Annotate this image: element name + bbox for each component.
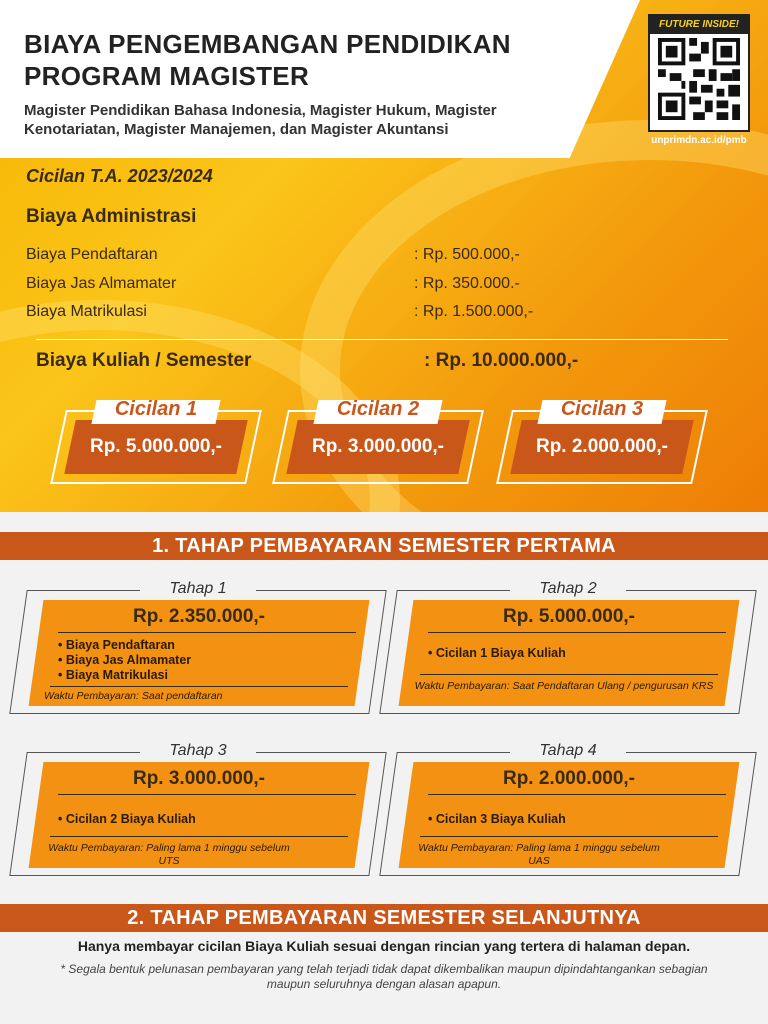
programs-subtitle: Magister Pendidikan Bahasa Indonesia, Magister Hukum, Magister Kenotariatan, Magister Manajemen, dan Magister Akuntansi: [24, 102, 497, 138]
qr-code-icon: [658, 38, 740, 120]
payment-time: Waktu Pembayaran: Paling lama 1 minggu sebelum UAS: [418, 842, 660, 867]
title-line-2: PROGRAM MAGISTER: [24, 61, 310, 91]
installment-card-2: [280, 398, 476, 484]
stage-card-2: [380, 582, 756, 716]
stage-items: [428, 646, 566, 661]
qr-code-box[interactable]: [648, 14, 750, 132]
pmb-url[interactable]: unprimdn.ac.id/pmb: [651, 135, 747, 146]
section-2-title: 2. TAHAP PEMBAYARAN SEMESTER SELANJUTNYA: [0, 904, 768, 932]
payment-time: Waktu Pembayaran: Paling lama 1 minggu sebelum UTS: [48, 842, 290, 867]
fee-value: : Rp. 1.500.000,-: [414, 303, 534, 320]
divider: [58, 794, 356, 795]
divider: [50, 836, 348, 837]
stage-card-1: [10, 582, 386, 716]
title-line-1: BIAYA PENGEMBANGAN PENDIDIKAN: [24, 29, 511, 59]
stage-label: Tahap 3: [169, 742, 227, 759]
installment-label: Cicilan 2: [336, 398, 420, 420]
qr-tag: FUTURE INSIDE!: [650, 16, 748, 34]
footer-note: Hanya membayar cicilan Biaya Kuliah sesuai dengan rincian yang tertera di halaman depan.: [77, 938, 691, 954]
divider: [50, 686, 348, 687]
tuition-label: Biaya Kuliah / Semester: [36, 350, 252, 371]
stage-items: [58, 812, 196, 827]
page-title: [24, 28, 511, 92]
installment-label: Cicilan 3: [560, 398, 644, 420]
tuition-value: : Rp. 10.000.000,-: [424, 350, 579, 371]
payment-time: Waktu Pembayaran: Saat Pendaftaran Ulang / pengurusan KRS: [414, 680, 714, 692]
payment-time: Waktu Pembayaran: Saat pendaftaran: [44, 690, 223, 702]
stage-amount: Rp. 5.000.000,-: [502, 606, 636, 627]
installment-label: Cicilan 1: [114, 398, 198, 420]
stage-items: [58, 638, 191, 683]
stage-items: [428, 812, 566, 827]
fee-value: : Rp. 350.000.-: [414, 275, 520, 292]
divider: [420, 836, 718, 837]
installment-amount: Rp. 3.000.000,-: [311, 436, 445, 457]
divider: [428, 794, 726, 795]
installment-card-1: [58, 398, 254, 484]
stage-card-4: [380, 744, 756, 878]
divider: [420, 674, 718, 675]
stage-item: • Cicilan 1 Biaya Kuliah: [428, 646, 566, 660]
period-label: Cicilan T.A. 2023/2024: [26, 166, 213, 186]
stage-label: Tahap 4: [539, 742, 597, 759]
stage-label: Tahap 2: [539, 580, 597, 597]
stage-amount: Rp. 2.000.000,-: [502, 768, 636, 789]
stage-item: • Biaya Pendaftaran: [58, 638, 175, 652]
divider: [428, 632, 726, 633]
admin-fee-title: Biaya Administrasi: [26, 206, 197, 227]
fee-label: Biaya Pendaftaran: [26, 246, 158, 263]
fee-row: [26, 303, 534, 321]
stage-item: • Biaya Matrikulasi: [58, 668, 168, 682]
fee-label: Biaya Jas Almamater: [26, 275, 177, 292]
fee-value: : Rp. 500.000,-: [414, 246, 520, 263]
divider: [36, 339, 728, 340]
stage-item: • Cicilan 3 Biaya Kuliah: [428, 812, 566, 826]
footer-disclaimer: * Segala bentuk pelunasan pembayaran yang telah terjadi tidak dapat dikembalikan maupun dipindahtangankan sebagian maupun seluruhnya dengan alasan apapun.: [60, 962, 708, 991]
installment-amount: Rp. 5.000.000,-: [89, 436, 223, 457]
fee-label: Biaya Matrikulasi: [26, 303, 147, 320]
fee-row: [26, 246, 520, 264]
stage-amount: Rp. 3.000.000,-: [132, 768, 266, 789]
section-1-title: 1. TAHAP PEMBAYARAN SEMESTER PERTAMA: [0, 532, 768, 560]
fee-row: [26, 275, 520, 293]
divider: [58, 632, 356, 633]
stage-amount: Rp. 2.350.000,-: [132, 606, 266, 627]
stage-item: • Cicilan 2 Biaya Kuliah: [58, 812, 196, 826]
stage-card-3: [10, 744, 386, 878]
installment-card-3: [504, 398, 700, 484]
stage-label: Tahap 1: [169, 580, 227, 597]
installment-amount: Rp. 2.000.000,-: [535, 436, 669, 457]
stage-item: • Biaya Jas Almamater: [58, 653, 192, 667]
